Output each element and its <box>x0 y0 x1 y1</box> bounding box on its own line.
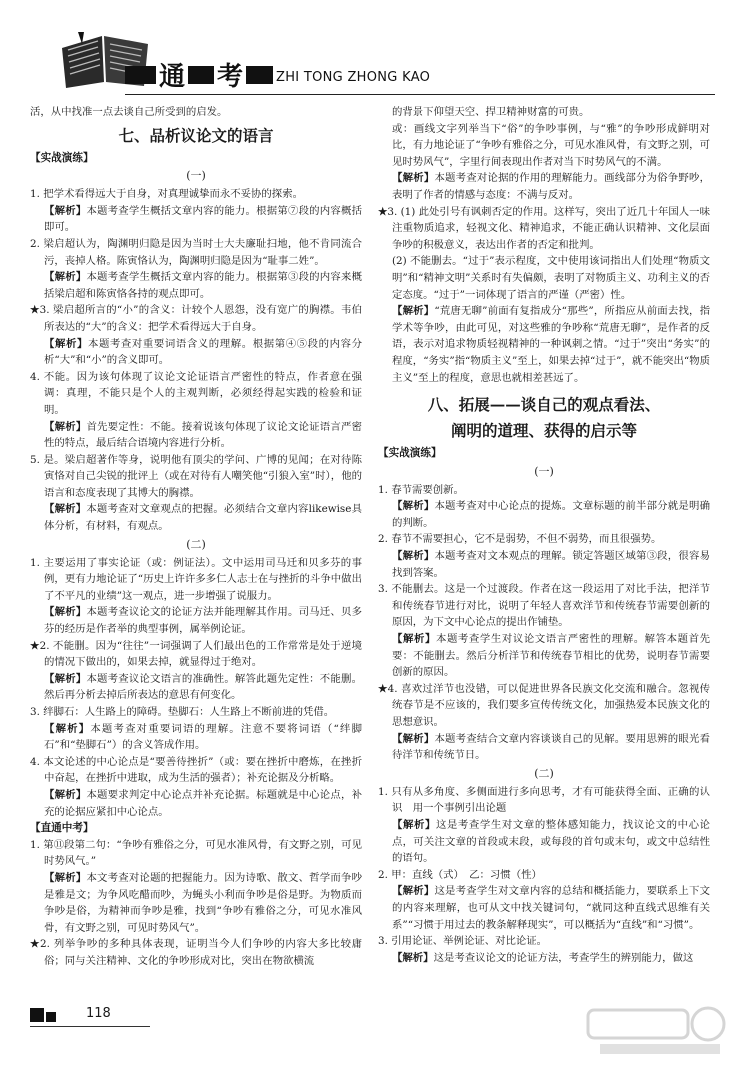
analysis-text: 本题考查学生概括文章内容的能力。根据第③段的内容来概括梁启超和陈寅恪各持的观点即可。 <box>44 271 363 300</box>
analysis-item <box>378 950 710 967</box>
analysis-item <box>378 548 710 581</box>
header-rule <box>125 94 715 95</box>
left-top-line: 活，从中找准一点去谈自己所受到的启发。 <box>30 106 228 118</box>
answer-item: 1. 春节需要创新。 <box>378 483 464 496</box>
answer-item: 2. 春节不需要担心，它不是弱势，不但不弱势，而且很强势。 <box>378 533 662 546</box>
zhitong-label: 【直通中考】 <box>30 822 94 835</box>
answer-item: 4. 本文论述的中心论点是“要善待挫折”（或：要在挫折中磨炼，在挫折中奋起，在挫折中进取，成为生活的强者）；补充论据及分析略。 <box>30 755 362 785</box>
answer-item: 4. 不能。因为该句体现了议论文论证语言严密性的特点，作者意在强调：真理，不能只是个人的主观判断，必须经得起实践的检验和证明。 <box>30 370 362 416</box>
section-title-8-line1: 八、拓展——谈自己的观点看法、 <box>427 395 661 415</box>
continued-text: 的背景下仰望天空、捍卫精神财富的可贵。 <box>392 106 590 118</box>
answer-text: 4. 喜欢过洋节也没错，可以促进世界各民族文化交流和融合。忽视传统春节是不应该的，我们要多宣传传统文化，加强热爱本民族文化的思想意识。 <box>387 682 710 728</box>
watermark-logo-icon <box>580 1000 740 1060</box>
analysis-item <box>30 501 362 534</box>
answer-item: 1. 主要运用了事实论证（或：例证法）。文中运用司马迁和贝多芬的事例，更有力地论证了“历史上许许多多仁人志士在与挫折的斗争中做出了不平凡的业绩”这一观点，进一步增强了说服力。 <box>30 556 362 602</box>
analysis-label: 【解析】 <box>44 204 87 217</box>
star-icon: ★ <box>30 639 40 652</box>
header-char-kao: 考 <box>214 56 246 93</box>
practice-label: 【实战演练】 <box>378 447 442 460</box>
analysis-label: 【解析】 <box>44 672 87 685</box>
analysis-item <box>30 269 362 302</box>
analysis-text: 首先要定性：不能。接着说该句体现了议论文论证语言严密性的特点，最后结合语境内容进行分析。 <box>44 420 363 450</box>
section-title-8-line2: 阐明的道理、获得的启示等 <box>450 421 637 441</box>
answer-item: 1. 只有从多角度、多侧面进行多向思考，才有可能获得全面、正确的认识 用一个事例引出论题 <box>378 785 710 815</box>
analysis-item <box>30 787 362 820</box>
analysis-text: 本题考查对重要词语含义的理解。根据第④⑤段的内容分析“大”和“小”的含义即可。 <box>44 337 363 367</box>
analysis-item <box>378 303 710 386</box>
answer-item: 1. 第⑪段第二句：“争吵有雅俗之分，可见水准风骨，有文野之别，可见时势风气。” <box>30 838 362 868</box>
answer-text: 3. (1) 此处引号有讽刺否定的作用。这样写，突出了近几十年国人一味注重物质追求，轻视文化、精神追求，不能正确认识精神、文化层面争吵的积极意义，表达出作者的否定和批判。 <box>387 205 710 251</box>
star-icon: ★ <box>30 938 40 951</box>
footer-square-icon <box>30 1008 44 1022</box>
analysis-text: 这是考查学生对文章内容的总结和概括能力，要联系上下文的内容来理解，也可从文中找关键词句，“就同这种直线式思维有关系”“习惯于用过去的教条解释现实”，可以概括为“直线”和“习惯”。 <box>392 885 711 931</box>
page-header <box>0 0 750 100</box>
answer-item: 3. 不能删去。这是一个过渡段。作者在这一段运用了对比手法，把洋节和传统春节进行对比，说明了年轻人喜欢洋节和传统春节需要创新的原因，为下文中心论点的提出作铺垫。 <box>378 583 710 629</box>
part-title: (二) <box>186 537 206 551</box>
answer-text: 2. 不能删。因为“往往”一词强调了人们最出色的工作常常是处于逆境的情况下做出的，如果去掉，就显得过于绝对。 <box>39 639 362 669</box>
answer-text: 3. 梁启超所言的“小”的含义：计较个人恩怨，没有宽广的胸襟。韦伯所表达的“大”的含义：把学术看得远大于自身。 <box>39 304 362 333</box>
answer-item <box>378 681 710 731</box>
analysis-item <box>30 336 362 369</box>
answer-item <box>30 936 362 969</box>
analysis-item <box>378 817 710 867</box>
analysis-item <box>378 883 710 933</box>
analysis-item <box>30 203 362 236</box>
analysis-label: 【解析】 <box>392 885 435 898</box>
analysis-item <box>378 631 710 681</box>
header-pinyin: ZHI TONG ZHONG KAO <box>276 70 431 85</box>
answer-item: 2. 梁启超认为，陶渊明归隐是因为当时士大夫廉耻扫地，他不肯同流合污，丧掉人格。陈寅恪认为，陶渊明归隐是因为“耻事二姓”。 <box>30 237 362 267</box>
analysis-label: 【解析】 <box>44 271 87 284</box>
analysis-text: 本题考查议论文的论证方法并能理解其作用。司马迁、贝多芬的经历是作者举的典型事例，属举例论证。 <box>44 606 363 636</box>
analysis-label: 【解析】 <box>392 951 434 964</box>
analysis-text: 这是考查议论文的论证方法，考查学生的辨别能力，做这 <box>433 951 694 964</box>
answer-subitem: (2) 不能删去。“过于”表示程度，文中使用该词指出人们处理“物质文明”和“精神文明”关系时有失偏颇，表明了对物质主义、功利主义的否定态度。“过于”一词体现了语言的严谨（严密）性。 <box>392 255 710 301</box>
analysis-text: 这是考查学生对文章的整体感知能力，找议论文的中心论点，可关注文章的首段或末段，或每段的首句或末句，或文中总结性的语句。 <box>392 818 711 865</box>
answer-item: 5. 是。梁启超著作等身，说明他有顶尖的学问、广博的见闻；在对待陈寅恪对自己尖锐的批评上（或在对待有人嘲笑他“引狼入室”时），他的语言和态度表现了其博大的胸襟。 <box>30 453 362 499</box>
answer-item <box>30 302 362 335</box>
analysis-text: 本题考查对文章观点的把握。必须结合文章内容likewise具体分析，有材料，有观点。 <box>44 503 362 533</box>
answer-item: 3. 引用论证、举例论证、对比论证。 <box>378 935 548 948</box>
page-footer <box>30 1000 200 1030</box>
analysis-label: 【解析】 <box>44 788 87 801</box>
analysis-item <box>30 870 362 936</box>
part-title: (一) <box>186 169 206 183</box>
analysis-label: 【解析】 <box>392 172 435 185</box>
analysis-item <box>30 671 362 704</box>
star-icon: ★ <box>378 205 388 218</box>
star-icon: ★ <box>30 304 40 317</box>
continued-text: 或：画线文字列举当下“俗”的争吵事例，与“雅”的争吵形成鲜明对比，有力地论证了“争吵有雅俗之分，可见水准风骨，有文野之别，可见时势风气”，字里行间表现出作者对当下时势风气的不满。 <box>392 122 710 168</box>
answer-text: 2. 列举争吵的多种具体表现，证明当今人们争吵的内容大多比较庸俗；同与关注精神、文化的争吵形成对比，突出在物欲横流 <box>39 938 362 967</box>
answer-item: 1. 把学术看得远大于自身，对真理诚挚而永不妥协的探索。 <box>30 188 303 201</box>
analysis-label: 【解析】 <box>392 305 435 318</box>
left-column <box>30 104 362 970</box>
analysis-text: 本题考查学生对议论文语言严密性的理解。解答本题首先要：不能删去。然后分析洋节和传统春节相比的优势，说明春节需要创新的原因。 <box>392 633 711 679</box>
star-icon: ★ <box>378 682 388 695</box>
analysis-text: 本题考查结合文章内容谈谈自己的见解。要用思辨的眼光看待洋节和传统节日。 <box>392 732 711 762</box>
practice-label: 【实战演练】 <box>30 151 94 164</box>
part-title: (一) <box>534 464 554 478</box>
analysis-item <box>30 721 362 754</box>
footer-rule <box>30 1026 150 1027</box>
analysis-text: 本文考查对论题的把握能力。因为诗歌、散文、哲学而争吵是雅是文；为争风吃醋而吵，为蝇头小利而争吵是俗是野。为物质而争吵是俗，为精神而争吵是雅，找到“争吵有雅俗之分，可见水准风骨，有文野之别，可见时势风气”。 <box>44 871 363 934</box>
answer-item <box>378 204 710 254</box>
analysis-item <box>378 170 710 203</box>
analysis-item <box>378 498 710 531</box>
analysis-item <box>378 731 710 764</box>
analysis-label: 【解析】 <box>44 722 91 735</box>
analysis-label: 【解析】 <box>392 633 436 646</box>
footer-square-icon <box>46 1012 56 1022</box>
analysis-text: 本题考查对文本观点的理解。锁定答题区域第③段，很容易找到答案。 <box>392 550 711 579</box>
analysis-text: 本题考查对论据的作用的理解能力。画线部分为俗争野吵，表明了作者的情感与态度：不满与反对。 <box>392 172 711 201</box>
section-title-7: 七、品析议论文的语言 <box>118 125 274 145</box>
answer-item: 3. 绊脚石：人生路上的障碍。垫脚石：人生路上不断前进的凭借。 <box>30 706 335 718</box>
analysis-label: 【解析】 <box>44 420 87 433</box>
answer-item <box>30 638 362 671</box>
analysis-label: 【解析】 <box>392 550 435 563</box>
analysis-text: “荒唐无聊”前面有复指成分“那些”，所指应从前面去找，指学术等争吵，由此可见，对这些雅的争吵称“荒唐无聊”，是作者的反语，表示对追求物质轻视精神的一种讽刺之情。“过于”突出“务实”的程度，“务实”指“物质主义”至上，如果去掉“过于”，就不能突出“物质主义”至上的程度，意思也就相差甚远了。 <box>392 305 710 384</box>
analysis-label: 【解析】 <box>44 337 88 350</box>
header-char-tong: 通 <box>156 56 188 93</box>
analysis-text: 本题考查学生概括文章内容的能力。根据第⑦段的内容概括即可。 <box>44 204 363 234</box>
analysis-label: 【解析】 <box>44 606 87 619</box>
analysis-item <box>30 419 362 452</box>
analysis-text: 本题考查对中心论点的提炼。文章标题的前半部分就是明确的判断。 <box>392 500 711 529</box>
right-column <box>378 104 710 966</box>
analysis-text: 本题考查对重要词语的理解。注意不要将词语（“绊脚石”和“垫脚石”）的含义答成作用。 <box>44 722 363 752</box>
analysis-label: 【解析】 <box>392 818 436 831</box>
analysis-label: 【解析】 <box>392 732 435 745</box>
analysis-text: 本题要求判定中心论点并补充论据。标题就是中心论点，补充的论据应紧扣中心论点。 <box>44 788 363 818</box>
page-number: 118 <box>86 1006 111 1021</box>
analysis-item <box>30 604 362 637</box>
header-bar <box>125 66 273 84</box>
analysis-label: 【解析】 <box>44 871 87 884</box>
part-title: (二) <box>534 766 554 780</box>
analysis-label: 【解析】 <box>392 500 435 513</box>
answer-item: 2. 甲：直线（式） 乙：习惯（性） <box>378 868 542 881</box>
analysis-label: 【解析】 <box>44 503 87 516</box>
analysis-text: 本题考查议论文语言的准确性。解答此题先定性：不能删。然后再分析去掉后所表达的意思有何变化。 <box>44 672 363 702</box>
